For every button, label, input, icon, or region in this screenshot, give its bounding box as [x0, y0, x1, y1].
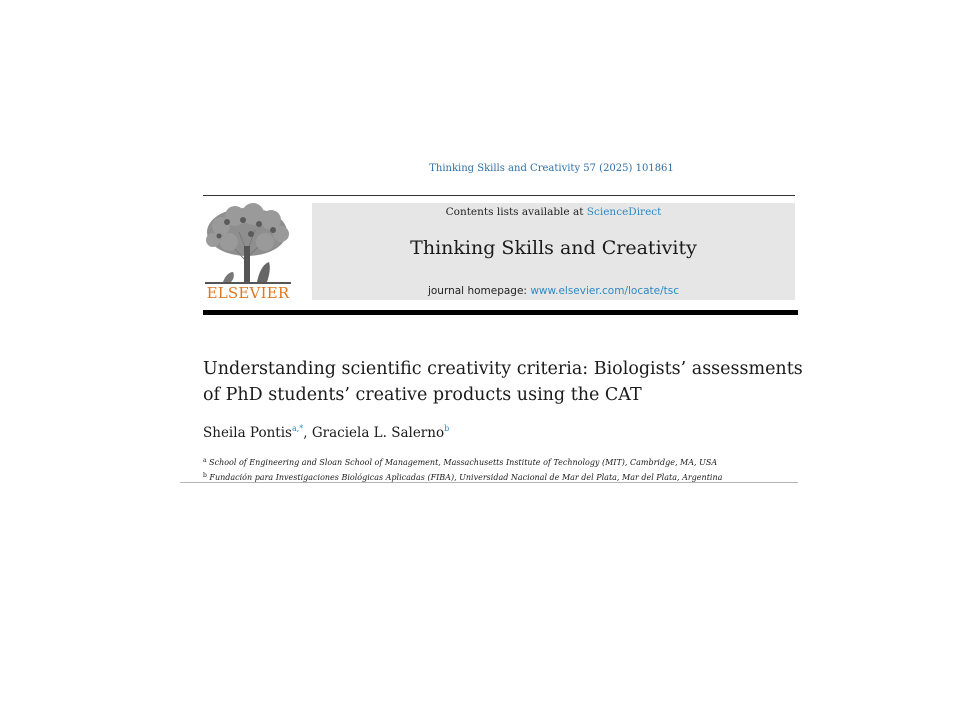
elsevier-wordmark: ELSEVIER: [206, 284, 290, 302]
header-thick-rule: [203, 310, 798, 315]
header-top-rule: [203, 195, 795, 196]
affiliation-mark: b: [203, 472, 207, 479]
journal-title: Thinking Skills and Creativity: [410, 237, 697, 259]
affiliation-item: [203, 454, 722, 469]
journal-header-box: [312, 203, 795, 300]
author-separator: ,: [303, 425, 312, 441]
author-affiliation-mark[interactable]: b: [444, 424, 450, 433]
homepage-link[interactable]: www.elsevier.com/locate/tsc: [530, 285, 680, 297]
contents-line: [312, 206, 795, 218]
affiliation-text: School of Engineering and Sloan School of Management, Massachusetts Institute of Technology (MIT), Cambridge, MA, USA: [209, 458, 718, 467]
homepage-line: [312, 285, 795, 297]
affiliation-mark: a: [203, 457, 207, 464]
homepage-prefix: journal homepage:: [427, 285, 531, 297]
author-list: [203, 424, 449, 441]
article-title: [203, 356, 803, 408]
sciencedirect-link[interactable]: ScienceDirect: [586, 206, 662, 218]
article-title-line-2: of PhD students’ creative products using the CAT: [203, 385, 642, 405]
affiliation-list: [203, 454, 722, 484]
journal-citation[interactable]: Thinking Skills and Creativity 57 (2025) 101861: [429, 163, 674, 174]
author-name[interactable]: Sheila Pontis: [203, 425, 292, 441]
author-affiliation-mark[interactable]: a,*: [291, 424, 304, 433]
author-name[interactable]: Graciela L. Salerno: [311, 425, 445, 441]
affiliation-text: Fundación para Investigaciones Biológicas Aplicadas (FIBA), Universidad Nacional de Mar del Plata, Mar del Plata, Argentina: [209, 473, 723, 482]
contents-prefix: Contents lists available at: [445, 206, 587, 218]
affiliation-divider: [180, 482, 798, 483]
article-title-line-1: Understanding scientific creativity criteria: Biologists’ assessments: [203, 359, 803, 379]
